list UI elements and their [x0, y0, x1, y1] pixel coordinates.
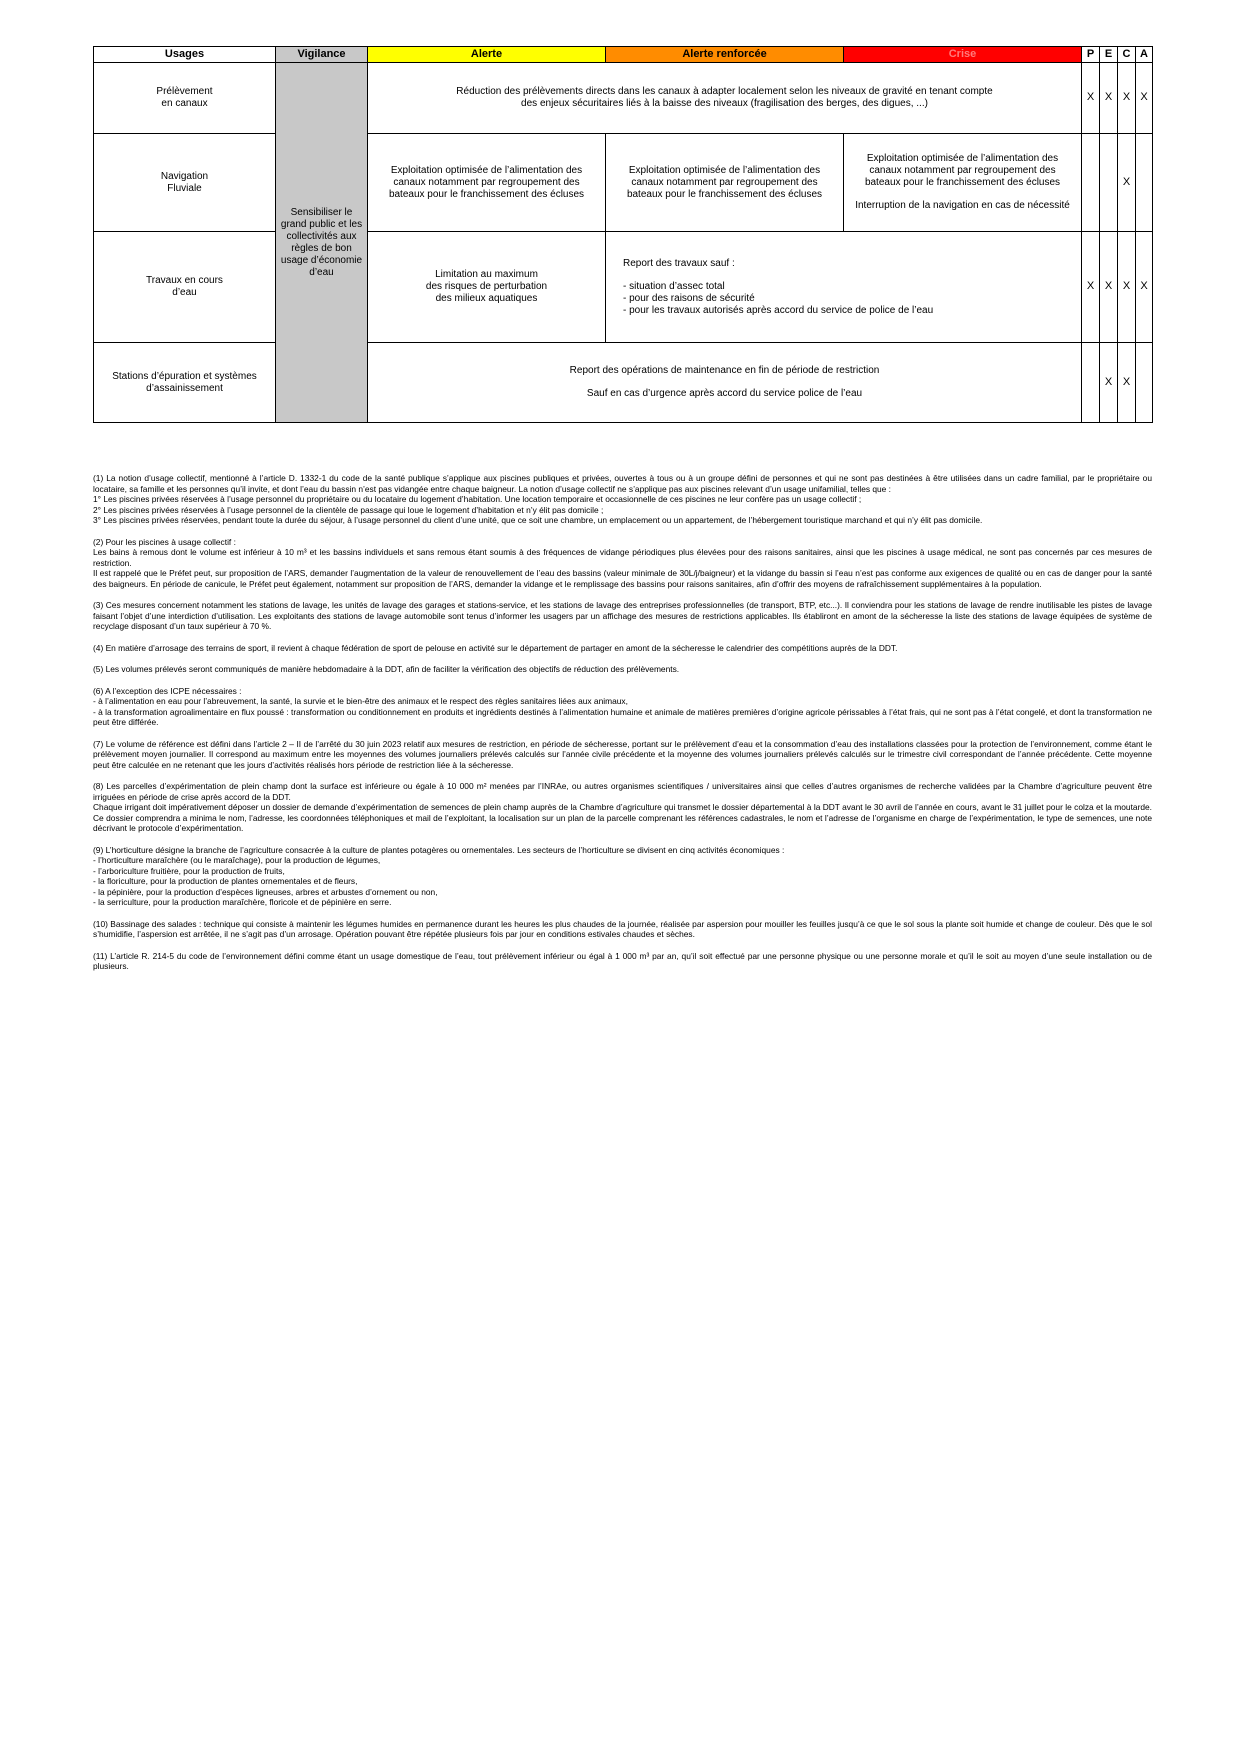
- footnote-10: (10) Bassinage des salades : technique qui consiste à maintenir les légumes humides en permanence durant les heures les plus chaudes de la journée, réalisée par aspersion pour mouiller les feuilles jusqu’à ce que le sol sous la plante soit humide et change de couleur. Dès que le sol s’humidifie, l’aspersion est arrêtée, il ne s’agit pas d’un arrosage. Opération pouvant être répétée plusieurs fois par jour en conditions estivales chaudes et sèches.: [93, 918, 1152, 939]
- measure-text: Report des opérations de maintenance en fin de période de restriction: [569, 365, 880, 376]
- measure-text: Report des travaux sauf :: [623, 257, 735, 269]
- footnote-text: (6) A l’exception des ICPE nécessaires :: [93, 685, 242, 696]
- header-vigilance: Vigilance: [276, 47, 368, 63]
- table-header-row: [94, 47, 1153, 63]
- footnote-8: [93, 781, 1152, 834]
- footnote-1: [93, 473, 1152, 526]
- measure-text: Sauf en cas d’urgence après accord du service police de l’eau: [586, 388, 863, 399]
- measure-cell: [368, 63, 1082, 134]
- header-usages: Usages: [94, 47, 276, 63]
- footnote-7: (7) Le volume de référence est défini dans l’article 2 – II de l’arrêté du 30 juin 2023 relatif aux mesures de restriction, en période de sécheresse, portant sur le prélèvement d’eau et la consommation d’eau des installations classées pour la protection de l’environnement, comme étant le prélèvement moyen journalier. Il correspond au maximum entre les moyennes des volumes journaliers prélevés calculés sur l’année civile précédente et la moyenne des volumes journaliers prélevés calculés sur le trimestre civil correspondant de l’année précédente. Cette moyenne peut être calculée en ne retenant que les jours d’activités réalisés hors période de restriction liée à la sécheresse.: [93, 738, 1152, 770]
- vigilance-text: d’eau: [309, 266, 334, 278]
- header-crise: Crise: [844, 47, 1082, 63]
- usage-label: Navigation: [160, 170, 209, 182]
- footnote-2: [93, 537, 1152, 590]
- peca-a-cell: [1136, 134, 1153, 232]
- footnote-text: 3° Les piscines privées réservées, pendant toute la durée du séjour, à l’usage personnel du client d’une unité, que ce soit une chambre, un emplacement ou un appartement, de l’hébergement touristique marchand et qui n’y élit pas domicile.: [93, 515, 983, 525]
- peca-p-cell: [1082, 134, 1100, 232]
- peca-a-cell: X: [1136, 232, 1153, 343]
- renforcee-measure-cell: [606, 134, 844, 232]
- footnote-6: [93, 686, 1152, 728]
- footnote-text: - la floriculture, pour la production de plantes ornementales et de fleurs,: [93, 876, 358, 886]
- usage-label: en canaux: [161, 98, 208, 109]
- footnote-text: - la pépinière, pour la production d’espèces ligneuses, arbres et arbustes d’ornement ou non,: [93, 886, 438, 897]
- measure-text: Exploitation optimisée de l’alimentation des: [628, 164, 821, 176]
- peca-p-cell: X: [1082, 63, 1100, 134]
- usage-label: d’eau: [172, 287, 197, 298]
- peca-c-cell: X: [1118, 134, 1136, 232]
- crise-measure-cell: [844, 134, 1082, 232]
- vigilance-text: Sensibiliser le: [290, 206, 353, 218]
- footnote-text: - l’arboriculture fruitière, pour la production de fruits,: [93, 865, 285, 876]
- footnote-5: (5) Les volumes prélevés seront communiqués de manière hebdomadaire à la DDT, afin de faciliter la vérification des objectifs de réduction des prélèvements.: [93, 664, 680, 674]
- measure-text: des milieux aquatiques: [435, 293, 538, 304]
- footnote-text: - la serriculture, pour la production maraîchère, floricole et de pépinière en serre.: [93, 897, 392, 907]
- peca-p-cell: X: [1082, 232, 1100, 343]
- peca-c-cell: X: [1118, 343, 1136, 423]
- footnote-text: (9) L’horticulture désigne la branche de l’agriculture consacrée à la culture de plantes potagères ou ornementales. Les secteurs de l’horticulture se divisent en cinq activités économiques :: [93, 844, 785, 855]
- table-row: [94, 134, 1153, 232]
- vigilance-text: grand public et les: [280, 218, 363, 230]
- measure-text: des enjeux sécuritaires liés à la baisse des niveaux (fragilisation des berges, des digues, ...): [521, 98, 928, 109]
- usage-label: Fluviale: [167, 182, 202, 194]
- header-alerte: Alerte: [368, 47, 606, 63]
- usage-label: Travaux en cours: [146, 275, 223, 286]
- footnote-text: - à l’alimentation en eau pour l’abreuvement, la santé, la survie et le bien-être des animaux et le respect des règles sanitaires liées aux animaux,: [93, 696, 628, 706]
- measure-text: bateaux pour le franchissement des écluses: [864, 177, 1061, 188]
- measure-text: Exploitation optimisée de l’alimentation des: [390, 164, 583, 176]
- peca-e-cell: X: [1100, 63, 1118, 134]
- table-row: [94, 232, 1153, 343]
- footnote-text: (1) La notion d’usage collectif, mentionné à l’article D. 1332-1 du code de la santé publique s’applique aux piscines publiques et privées, ouvertes à tous ou à un groupe défini de personnes et qui ne sont pas destinées à être utilisées dans un cadre familial, par le propriétaire ou locataire, sa famille et les personnes qu’il invite, et dont l’eau du bassin n’est pas vidangée entre chaque baigneur. La notion d’usage collectif ne s’applique pas aux piscines relevant d’un usage unifamilial, telles que :: [93, 473, 1152, 494]
- usage-label: Prélèvement: [156, 86, 213, 97]
- vigilance-text: règles de bon: [291, 242, 352, 254]
- peca-e-cell: [1100, 134, 1118, 232]
- footnote-text: - à la transformation agroalimentaire en flux poussé : transformation ou conditionnement en produits et ingrédients destinés à l’alimentation humaine et animale de matières premières d’origine agricole périssables à l’état frais, qui ne sont pas à l’état congelé, et dont la transformation ne peut être différée.: [93, 706, 1152, 727]
- measure-text: bateaux pour le franchissement des écluses: [388, 188, 585, 200]
- measure-text: canaux notamment par regroupement des: [393, 176, 580, 188]
- footnote-text: (2) Pour les piscines à usage collectif :: [93, 536, 236, 547]
- measure-cell: [368, 343, 1082, 423]
- header-c: C: [1118, 47, 1136, 63]
- footnote-text: 1° Les piscines privées réservées à l’usage personnel du propriétaire ou du locataire du logement d’habitation. Une location temporaire et occasionnelle de ces piscines ne leur confère pas un usage collectif ;: [93, 494, 862, 504]
- usage-cell: [94, 134, 276, 232]
- measure-text: canaux notamment par regroupement des: [631, 176, 818, 188]
- usage-cell: [94, 232, 276, 343]
- header-p: P: [1082, 47, 1100, 63]
- peca-p-cell: [1082, 343, 1100, 423]
- footnote-11: (11) L’article R. 214-5 du code de l’environnement défini comme étant un usage domestique de l’eau, tout prélèvement inférieur ou égal à 1 000 m³ par an, qu’il soit effectué par une personne physique ou une personne morale et qu’il le soit au moyen d’une seule installation ou de plusieurs.: [93, 950, 1152, 971]
- footnote-text: (8) Les parcelles d’expérimentation de plein champ dont la surface est inférieure ou égale à 10 000 m² menées par l’INRAe, ou autres organismes scientifiques / universitaires ainsi que celles d’autres organismes de recherche validées par la Chambre d’agriculture peuvent être irriguées en période de crise après accord de la DDT.: [93, 781, 1152, 802]
- measure-text: des risques de perturbation: [425, 281, 548, 292]
- restrictions-table: [93, 46, 1153, 423]
- measure-block: [623, 258, 933, 317]
- footnote-text: Chaque irrigant doit impérativement déposer un dossier de demande d’expérimentation de semences de plein champ auprès de la Chambre d’agriculture qui transmet le dossier départemental à la DDT avant le 30 avril de l’année en cours, avant le 31 juillet pour le colza et la moutarde. Ce dossier comprendra a minima le nom, l’adresse, les coordonnées téléphoniques et mail de l’exploitant, la localisation sur un plan de la parcelle comprenant les références cadastrales, le nom et l’adresse de l’organisme en charge de l’expérimentation, le type de semences, une note décrivant le protocole d’expérimentation.: [93, 802, 1152, 833]
- footnote-text: 2° Les piscines privées réservées à l’usage personnel de la clientèle de passage qui loue le logement d’habitation et n’y élit pas domicile ;: [93, 504, 604, 515]
- header-e: E: [1100, 47, 1118, 63]
- measure-text: Interruption de la navigation en cas de nécessité: [855, 200, 1070, 211]
- renforcee-crise-measure-cell: [606, 232, 1082, 343]
- measure-text: canaux notamment par regroupement des: [869, 165, 1056, 176]
- footnote-4: (4) En matière d’arrosage des terrains de sport, il revient à chaque fédération de sport de pelouse en activité sur le département de partager en amont de la sécheresse le calendrier des compétitions auprès de la DDT.: [93, 642, 898, 653]
- measure-text: Exploitation optimisée de l’alimentation des: [866, 153, 1059, 164]
- table-row: [94, 63, 1153, 134]
- peca-e-cell: X: [1100, 343, 1118, 423]
- usage-cell: [94, 63, 276, 134]
- footnote-text: - l’horticulture maraîchère (ou le maraîchage), pour la production de légumes,: [93, 855, 381, 865]
- usage-label: Stations d’épuration et systèmes: [112, 370, 257, 382]
- header-alerte-renforcee: Alerte renforcée: [606, 47, 844, 63]
- measure-item: - pour des raisons de sécurité: [623, 292, 755, 304]
- footnote-3: (3) Ces mesures concernent notamment les stations de lavage, les unités de lavage des garages et stations-service, et les stations de lavage des entreprises professionnelles (de transport, BTP, etc...). Il conviendra pour les stations de lavage de rendre inutilisable les pistes de lavage faisant l’objet d’une interdiction d’utilisation. Les exploitants des stations de lavage automobile sont tenus d’informer les usagers par un affichage des mesures de restrictions applicables. Ils établiront en amont de la sécheresse la liste des stations de lavage équipées de système de recyclage disposant d’un taux supérieur à 70 %.: [93, 600, 1152, 631]
- table-row: [94, 343, 1153, 423]
- measure-item: - situation d’assec total: [623, 280, 725, 292]
- usage-cell: [94, 343, 276, 423]
- footnote-text: Il est rappelé que le Préfet peut, sur proposition de l’ARS, demander l’augmentation de la valeur de renouvellement de l’eau des bassins (valeur minimale de 30L/j/baigneur) et la vidange du bassin si l’eau n’est pas conforme aux exigences de qualité ou en cas de danger pour la santé des baigneurs. En période de canicule, le Préfet peut également, notamment sur proposition de l’ARS, demander la vidange et le remplissage des bassins pour raisons sanitaires, afin d’offrir des moyens de rafraîchissement supplémentaires à la population.: [93, 568, 1152, 589]
- alerte-measure-cell: [368, 232, 606, 343]
- footnote-text: Les bains à remous dont le volume est inférieur à 10 m³ et les bassins individuels et sans remous étant soumis à des fréquences de vidange périodiques plus élevées pour des raisons sanitaires, ainsi que les piscines à usage médical, ne sont pas concernés par ces mesures de restriction.: [93, 547, 1152, 568]
- peca-e-cell: X: [1100, 232, 1118, 343]
- vigilance-cell: [276, 63, 368, 423]
- measure-text: Limitation au maximum: [435, 269, 538, 280]
- measure-item: - pour les travaux autorisés après accord du service de police de l’eau: [623, 304, 934, 316]
- vigilance-text: collectivités aux: [286, 230, 357, 242]
- measure-text: Réduction des prélèvements directs dans les canaux à adapter localement selon les niveaux de gravité en tenant compte: [456, 86, 993, 97]
- header-a: A: [1136, 47, 1153, 63]
- peca-a-cell: [1136, 343, 1153, 423]
- alerte-measure-cell: [368, 134, 606, 232]
- peca-c-cell: X: [1118, 232, 1136, 343]
- measure-text: bateaux pour le franchissement des écluses: [626, 188, 823, 200]
- usage-label: d’assainissement: [146, 382, 223, 394]
- vigilance-text: usage d’économie: [280, 254, 363, 266]
- footnotes: [93, 473, 1152, 983]
- peca-a-cell: X: [1136, 63, 1153, 134]
- peca-c-cell: X: [1118, 63, 1136, 134]
- footnote-9: [93, 845, 1152, 908]
